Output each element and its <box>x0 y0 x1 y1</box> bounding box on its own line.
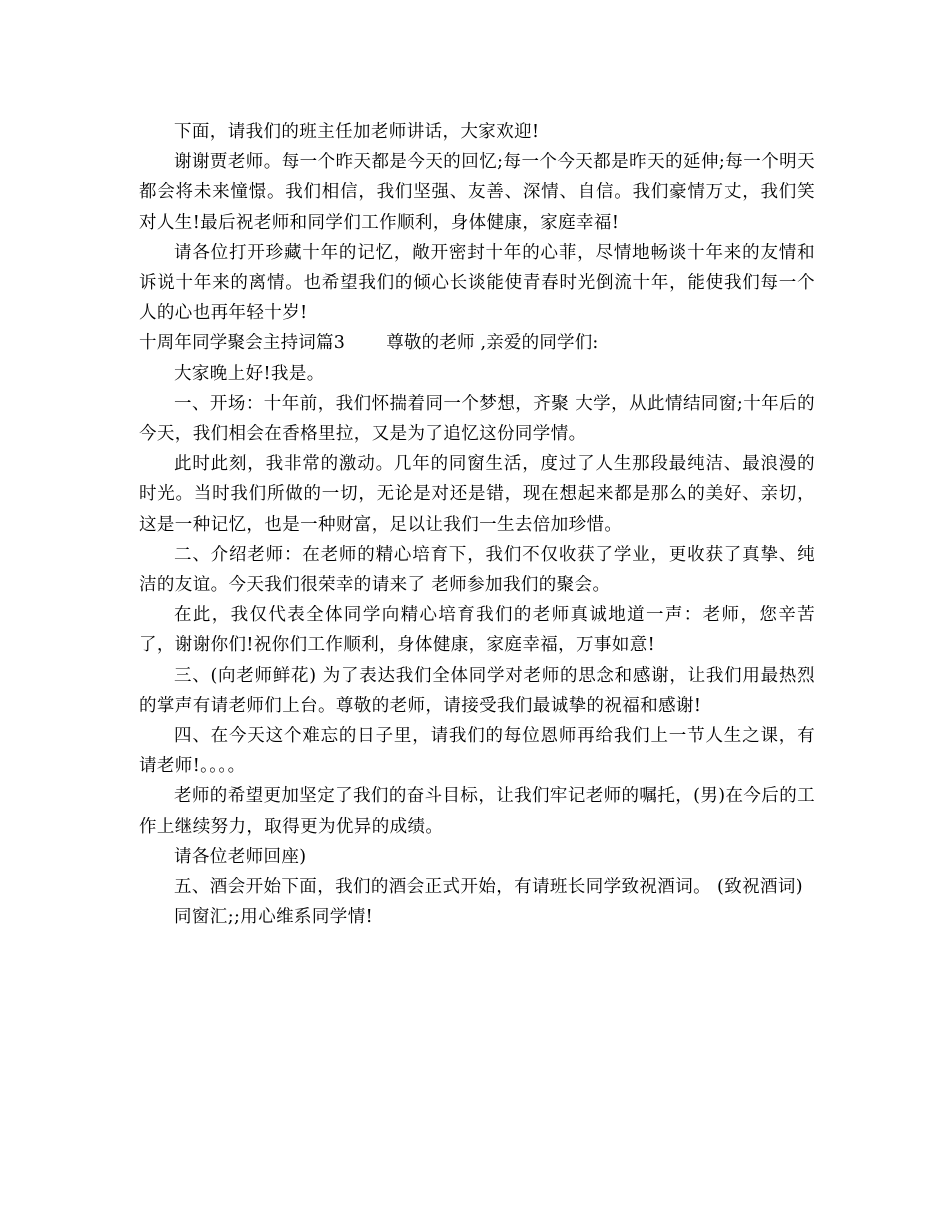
paragraph: 四、在今天这个难忘的日子里，请我们的每位恩师再给我们上一节人生之课，有请老师!。。。。 <box>139 726 815 777</box>
paragraph: 请各位打开珍藏十年的记忆，敞开密封十年的心菲，尽情地畅谈十年来的友情和诉说十年来的离情。也希望我们的倾心长谈能使青春时光倒流十年，能使我们每一个人的心也再年轻十岁! <box>139 242 815 324</box>
paragraph: 请各位老师回座) <box>174 846 307 867</box>
paragraph: 下面，请我们的班主任加老师讲话，大家欢迎! <box>174 122 540 142</box>
paragraph: 一、开场：十年前，我们怀揣着同一个梦想，齐聚 大学，从此情结同窗;十年后的今天，我们相会在香格里拉，又是为了追忆这份同学情。 <box>139 393 815 445</box>
paragraph: 同窗汇;;用心维系同学情! <box>174 907 374 928</box>
paragraph: 在此，我仅代表全体同学向精心培育我们的老师真诚地道一声：老师，您辛苦了，谢谢你们!祝你们工作顺利，身体健康，家庭幸福，万事如意! <box>139 605 815 656</box>
paragraph: 大家晚上好!我是。 <box>174 363 325 384</box>
document-page <box>139 117 815 932</box>
paragraph: 二、介绍老师：在老师的精心培育下，我们不仅收获了学业，更收获了真挚、纯洁的友谊。今天我们很荣幸的请来了 老师参加我们的聚会。 <box>139 544 815 596</box>
paragraph: 此时此刻，我非常的激动。几年的同窗生活，度过了人生那段最纯洁、最浪漫的时光。当时我们所做的一切，无论是对还是错，现在想起来都是那么的美好、亲切，这是一种记忆，也是一种财富，足以让我们一生去倍加珍惜。 <box>139 454 815 535</box>
paragraph: 老师的希望更加坚定了我们的奋斗目标，让我们牢记老师的嘱托，(男)在今后的工作上继续努力，取得更为优异的成绩。 <box>139 786 815 837</box>
paragraph: 谢谢贾老师。每一个昨天都是今天的回忆;每一个今天都是昨天的延伸;每一个明天都会将未来憧憬。我们相信，我们坚强、友善、深情、自信。我们豪情万丈，我们笑对人生!最后祝老师和同学们工作顺利，身体健康，家庭幸福! <box>139 152 815 233</box>
paragraph: 三、(向老师鲜花) 为了表达我们全体同学对老师的思念和感谢，让我们用最热烈的掌声有请老师们上台。尊敬的老师，请接受我们最诚挚的祝福和感谢! <box>139 665 815 716</box>
paragraph: 五、酒会开始下面，我们的酒会正式开始，有请班长同学致祝酒词。 (致祝酒词) <box>174 877 804 898</box>
section-heading: 十周年同学聚会主持词篇3 尊敬的老师 ,亲爱的同学们: <box>139 333 599 354</box>
